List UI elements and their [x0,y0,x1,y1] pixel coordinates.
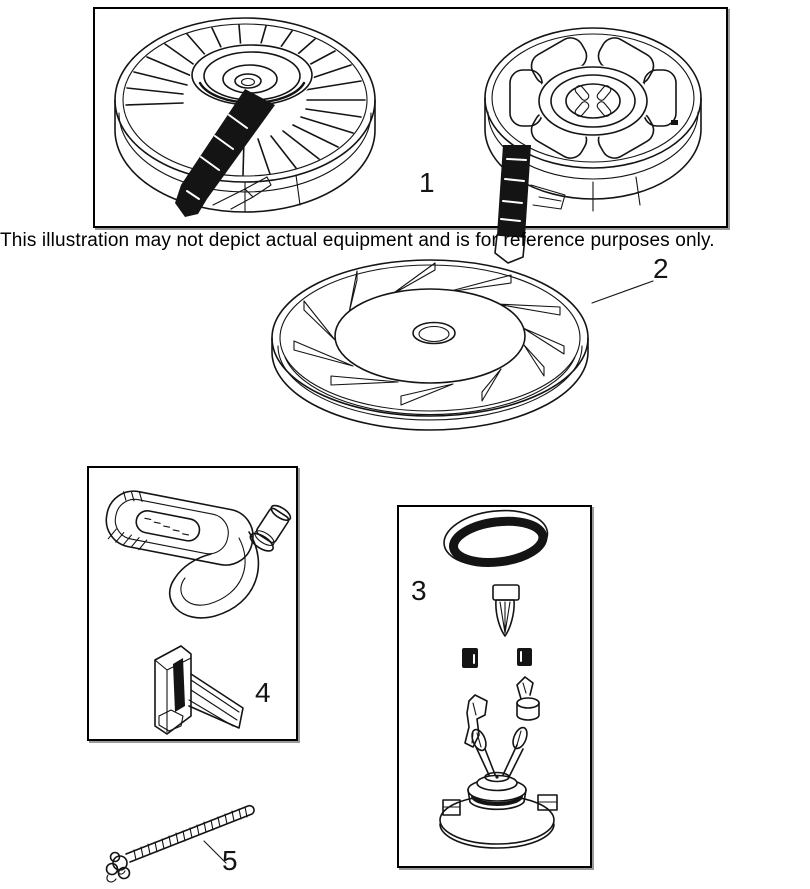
parts-box-3 [397,505,592,868]
spring-pin-illustration [493,585,519,636]
callout-2-leader-line [592,281,653,303]
pawl-right-illustration [517,677,539,720]
callout-label-3: 3 [411,575,427,606]
recoil-starter-assemblies-illustration [95,9,726,226]
pawl-base-illustration [440,726,557,848]
pawl-left-illustration [465,695,487,747]
starter-rope-illustration [102,797,267,889]
callout-label-2: 2 [653,253,669,284]
rope-knot [107,853,130,882]
recoil-starter-right-illustration [485,28,701,263]
pawl-spring-right [517,648,532,666]
callout-label-5: 5 [222,845,238,876]
retainer-ring-illustration [441,505,551,571]
callout-label-4: 4 [255,677,271,708]
parts-box-1 [93,7,728,228]
disclaimer-text: This illustration may not depict actual equipment and is for reference purposes only. [0,230,715,251]
callout-label-1: 1 [419,167,435,198]
pawl-spring-left [462,648,478,668]
starter-pulley-illustration [265,256,665,446]
pawl-kit-illustration [399,507,590,866]
recoil-starter-left-illustration [115,18,375,217]
rope-guide-illustration [155,646,243,734]
starter-handle-illustration [101,487,294,618]
